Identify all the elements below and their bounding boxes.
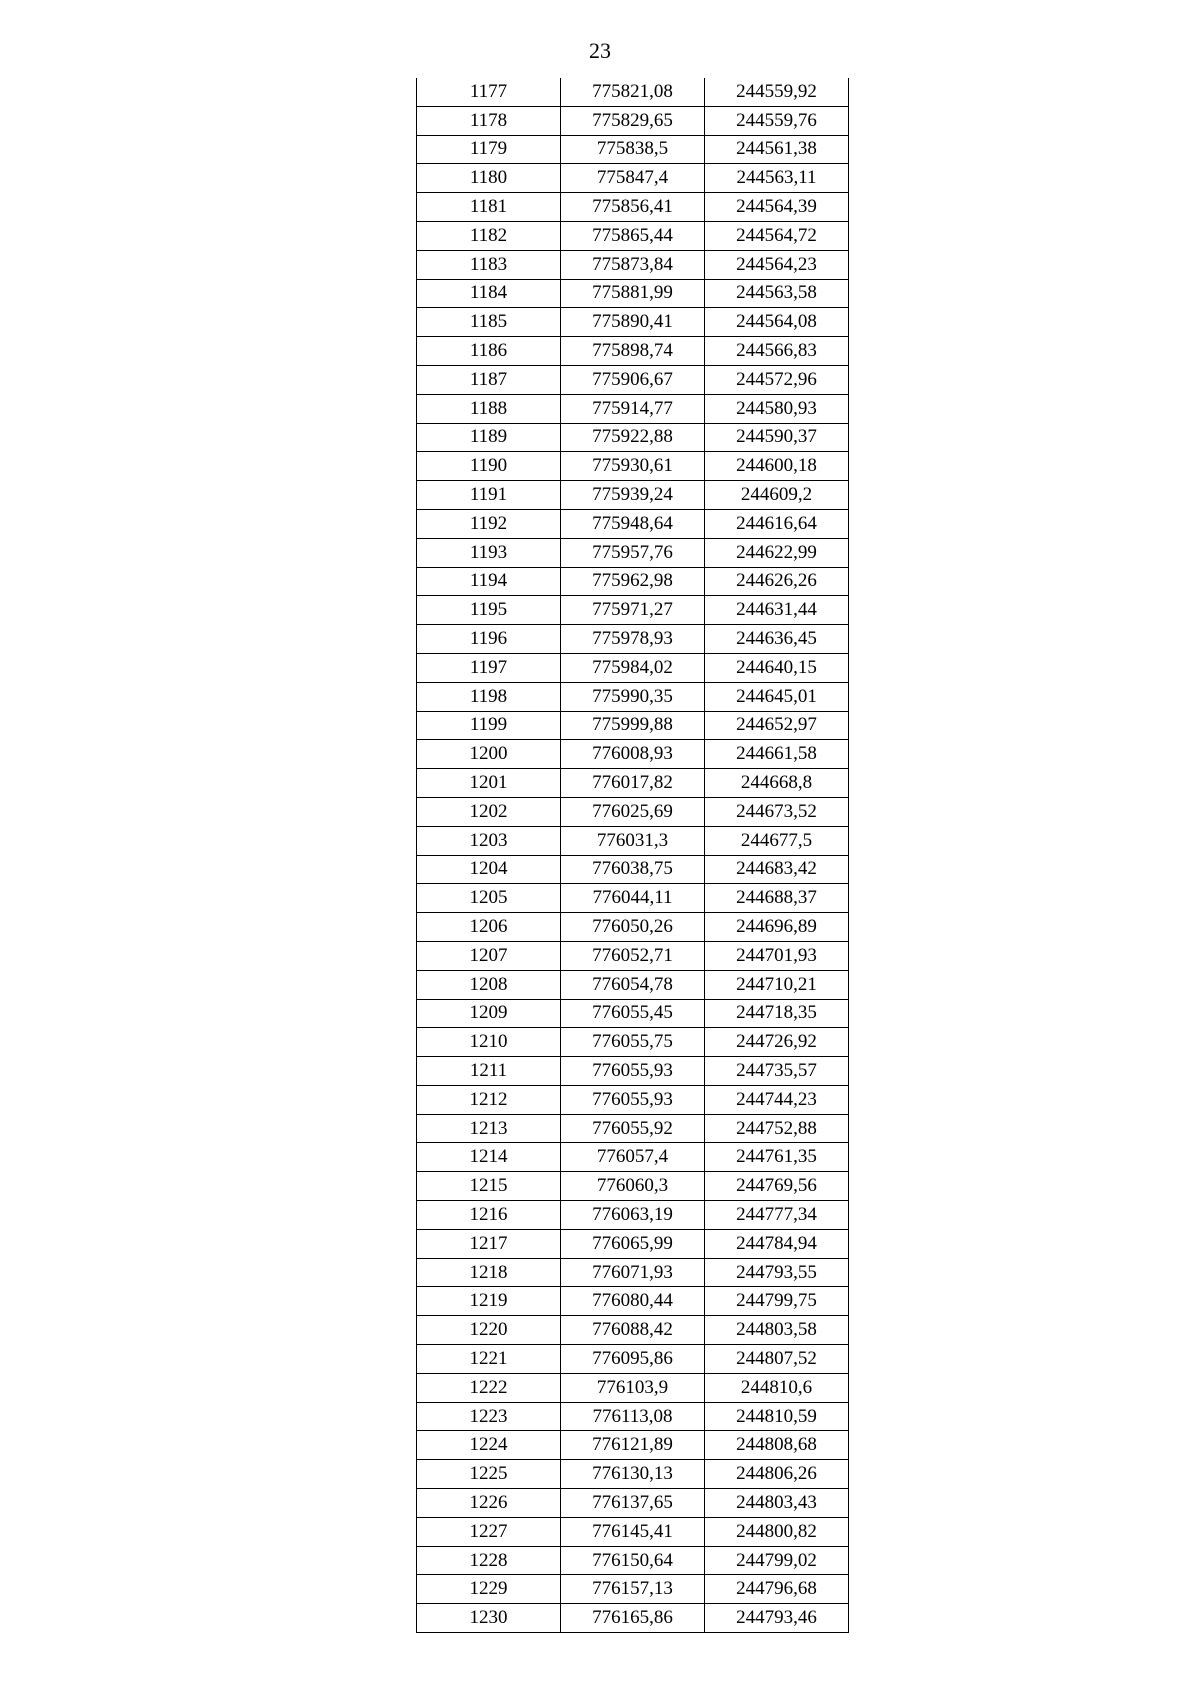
y-coordinate-cell: 244744,23 <box>705 1085 849 1114</box>
point-number-cell: 1189 <box>417 423 561 452</box>
y-coordinate-cell: 244673,52 <box>705 797 849 826</box>
coordinates-table <box>416 78 849 1633</box>
y-coordinate-cell: 244810,59 <box>705 1402 849 1431</box>
x-coordinate-cell: 775939,24 <box>561 481 705 510</box>
y-coordinate-cell: 244559,76 <box>705 106 849 135</box>
table-row <box>417 970 849 999</box>
point-number-cell: 1213 <box>417 1114 561 1143</box>
x-coordinate-cell: 775856,41 <box>561 193 705 222</box>
y-coordinate-cell: 244563,58 <box>705 279 849 308</box>
point-number-cell: 1184 <box>417 279 561 308</box>
y-coordinate-cell: 244683,42 <box>705 855 849 884</box>
point-number-cell: 1180 <box>417 164 561 193</box>
x-coordinate-cell: 776038,75 <box>561 855 705 884</box>
x-coordinate-cell: 775978,93 <box>561 625 705 654</box>
table-row <box>417 1258 849 1287</box>
table-row <box>417 653 849 682</box>
table-row <box>417 1287 849 1316</box>
x-coordinate-cell: 775922,88 <box>561 423 705 452</box>
page-number: 23 <box>589 38 611 63</box>
table-row <box>417 135 849 164</box>
y-coordinate-cell: 244803,58 <box>705 1316 849 1345</box>
point-number-cell: 1211 <box>417 1057 561 1086</box>
x-coordinate-cell: 775881,99 <box>561 279 705 308</box>
x-coordinate-cell: 776165,86 <box>561 1604 705 1633</box>
table-row <box>417 1114 849 1143</box>
x-coordinate-cell: 775930,61 <box>561 452 705 481</box>
table-row <box>417 1028 849 1057</box>
x-coordinate-cell: 775838,5 <box>561 135 705 164</box>
table-row <box>417 365 849 394</box>
table-row <box>417 1431 849 1460</box>
y-coordinate-cell: 244793,55 <box>705 1258 849 1287</box>
x-coordinate-cell: 776080,44 <box>561 1287 705 1316</box>
table-row <box>417 567 849 596</box>
point-number-cell: 1194 <box>417 567 561 596</box>
table-row <box>417 1316 849 1345</box>
y-coordinate-cell: 244726,92 <box>705 1028 849 1057</box>
x-coordinate-cell: 775906,67 <box>561 365 705 394</box>
point-number-cell: 1215 <box>417 1172 561 1201</box>
y-coordinate-cell: 244564,72 <box>705 221 849 250</box>
table-row <box>417 1345 849 1374</box>
x-coordinate-cell: 776121,89 <box>561 1431 705 1460</box>
point-number-cell: 1221 <box>417 1345 561 1374</box>
point-number-cell: 1179 <box>417 135 561 164</box>
x-coordinate-cell: 776008,93 <box>561 740 705 769</box>
table-row <box>417 1229 849 1258</box>
y-coordinate-cell: 244636,45 <box>705 625 849 654</box>
x-coordinate-cell: 775898,74 <box>561 337 705 366</box>
point-number-cell: 1227 <box>417 1517 561 1546</box>
point-number-cell: 1190 <box>417 452 561 481</box>
point-number-cell: 1196 <box>417 625 561 654</box>
x-coordinate-cell: 776050,26 <box>561 913 705 942</box>
point-number-cell: 1217 <box>417 1229 561 1258</box>
x-coordinate-cell: 776057,4 <box>561 1143 705 1172</box>
y-coordinate-cell: 244631,44 <box>705 596 849 625</box>
point-number-cell: 1205 <box>417 884 561 913</box>
x-coordinate-cell: 775821,08 <box>561 78 705 106</box>
table-row <box>417 999 849 1028</box>
x-coordinate-cell: 775829,65 <box>561 106 705 135</box>
table-row <box>417 797 849 826</box>
y-coordinate-cell: 244752,88 <box>705 1114 849 1143</box>
x-coordinate-cell: 775890,41 <box>561 308 705 337</box>
point-number-cell: 1182 <box>417 221 561 250</box>
y-coordinate-cell: 244710,21 <box>705 970 849 999</box>
y-coordinate-cell: 244563,11 <box>705 164 849 193</box>
point-number-cell: 1226 <box>417 1489 561 1518</box>
table-row <box>417 250 849 279</box>
x-coordinate-cell: 776137,65 <box>561 1489 705 1518</box>
table-row <box>417 279 849 308</box>
y-coordinate-cell: 244796,68 <box>705 1575 849 1604</box>
point-number-cell: 1224 <box>417 1431 561 1460</box>
x-coordinate-cell: 775962,98 <box>561 567 705 596</box>
table-row <box>417 1057 849 1086</box>
y-coordinate-cell: 244580,93 <box>705 394 849 423</box>
table-row <box>417 855 849 884</box>
x-coordinate-cell: 775865,44 <box>561 221 705 250</box>
point-number-cell: 1177 <box>417 78 561 106</box>
table-row <box>417 337 849 366</box>
point-number-cell: 1185 <box>417 308 561 337</box>
x-coordinate-cell: 776157,13 <box>561 1575 705 1604</box>
table-row <box>417 625 849 654</box>
table-row <box>417 1546 849 1575</box>
x-coordinate-cell: 775957,76 <box>561 538 705 567</box>
point-number-cell: 1198 <box>417 682 561 711</box>
x-coordinate-cell: 775999,88 <box>561 711 705 740</box>
table-row <box>417 193 849 222</box>
table-row <box>417 1172 849 1201</box>
point-number-cell: 1186 <box>417 337 561 366</box>
y-coordinate-cell: 244761,35 <box>705 1143 849 1172</box>
x-coordinate-cell: 776055,75 <box>561 1028 705 1057</box>
table-row <box>417 941 849 970</box>
point-number-cell: 1199 <box>417 711 561 740</box>
point-number-cell: 1212 <box>417 1085 561 1114</box>
y-coordinate-cell: 244616,64 <box>705 509 849 538</box>
table-row <box>417 1373 849 1402</box>
y-coordinate-cell: 244799,75 <box>705 1287 849 1316</box>
y-coordinate-cell: 244626,26 <box>705 567 849 596</box>
x-coordinate-cell: 776055,45 <box>561 999 705 1028</box>
y-coordinate-cell: 244806,26 <box>705 1460 849 1489</box>
point-number-cell: 1223 <box>417 1402 561 1431</box>
point-number-cell: 1203 <box>417 826 561 855</box>
point-number-cell: 1209 <box>417 999 561 1028</box>
table-row <box>417 769 849 798</box>
table-row <box>417 1517 849 1546</box>
point-number-cell: 1216 <box>417 1201 561 1230</box>
y-coordinate-cell: 244718,35 <box>705 999 849 1028</box>
point-number-cell: 1191 <box>417 481 561 510</box>
point-number-cell: 1204 <box>417 855 561 884</box>
point-number-cell: 1187 <box>417 365 561 394</box>
x-coordinate-cell: 776150,64 <box>561 1546 705 1575</box>
point-number-cell: 1193 <box>417 538 561 567</box>
y-coordinate-cell: 244668,8 <box>705 769 849 798</box>
table-row <box>417 78 849 106</box>
point-number-cell: 1192 <box>417 509 561 538</box>
point-number-cell: 1228 <box>417 1546 561 1575</box>
point-number-cell: 1222 <box>417 1373 561 1402</box>
table-row <box>417 394 849 423</box>
point-number-cell: 1181 <box>417 193 561 222</box>
table-row <box>417 308 849 337</box>
table-row <box>417 106 849 135</box>
table-row <box>417 1460 849 1489</box>
point-number-cell: 1178 <box>417 106 561 135</box>
point-number-cell: 1206 <box>417 913 561 942</box>
x-coordinate-cell: 775984,02 <box>561 653 705 682</box>
point-number-cell: 1210 <box>417 1028 561 1057</box>
point-number-cell: 1202 <box>417 797 561 826</box>
x-coordinate-cell: 776103,9 <box>561 1373 705 1402</box>
x-coordinate-cell: 775847,4 <box>561 164 705 193</box>
point-number-cell: 1225 <box>417 1460 561 1489</box>
point-number-cell: 1201 <box>417 769 561 798</box>
point-number-cell: 1197 <box>417 653 561 682</box>
x-coordinate-cell: 775971,27 <box>561 596 705 625</box>
y-coordinate-cell: 244566,83 <box>705 337 849 366</box>
y-coordinate-cell: 244807,52 <box>705 1345 849 1374</box>
point-number-cell: 1183 <box>417 250 561 279</box>
table-row <box>417 884 849 913</box>
y-coordinate-cell: 244810,6 <box>705 1373 849 1402</box>
point-number-cell: 1219 <box>417 1287 561 1316</box>
point-number-cell: 1218 <box>417 1258 561 1287</box>
table-row <box>417 1402 849 1431</box>
y-coordinate-cell: 244645,01 <box>705 682 849 711</box>
y-coordinate-cell: 244803,43 <box>705 1489 849 1518</box>
x-coordinate-cell: 776055,92 <box>561 1114 705 1143</box>
point-number-cell: 1208 <box>417 970 561 999</box>
x-coordinate-cell: 776095,86 <box>561 1345 705 1374</box>
table-row <box>417 164 849 193</box>
y-coordinate-cell: 244564,23 <box>705 250 849 279</box>
table-row <box>417 481 849 510</box>
point-number-cell: 1230 <box>417 1604 561 1633</box>
y-coordinate-cell: 244735,57 <box>705 1057 849 1086</box>
y-coordinate-cell: 244600,18 <box>705 452 849 481</box>
table-row <box>417 682 849 711</box>
table-row <box>417 711 849 740</box>
y-coordinate-cell: 244564,08 <box>705 308 849 337</box>
x-coordinate-cell: 775948,64 <box>561 509 705 538</box>
x-coordinate-cell: 776113,08 <box>561 1402 705 1431</box>
y-coordinate-cell: 244564,39 <box>705 193 849 222</box>
x-coordinate-cell: 776025,69 <box>561 797 705 826</box>
y-coordinate-cell: 244590,37 <box>705 423 849 452</box>
x-coordinate-cell: 776055,93 <box>561 1057 705 1086</box>
x-coordinate-cell: 776060,3 <box>561 1172 705 1201</box>
x-coordinate-cell: 776052,71 <box>561 941 705 970</box>
y-coordinate-cell: 244769,56 <box>705 1172 849 1201</box>
x-coordinate-cell: 776063,19 <box>561 1201 705 1230</box>
y-coordinate-cell: 244784,94 <box>705 1229 849 1258</box>
table-row <box>417 1575 849 1604</box>
x-coordinate-cell: 776130,13 <box>561 1460 705 1489</box>
y-coordinate-cell: 244799,02 <box>705 1546 849 1575</box>
y-coordinate-cell: 244696,89 <box>705 913 849 942</box>
table-row <box>417 538 849 567</box>
y-coordinate-cell: 244652,97 <box>705 711 849 740</box>
x-coordinate-cell: 776088,42 <box>561 1316 705 1345</box>
point-number-cell: 1229 <box>417 1575 561 1604</box>
y-coordinate-cell: 244677,5 <box>705 826 849 855</box>
y-coordinate-cell: 244688,37 <box>705 884 849 913</box>
point-number-cell: 1195 <box>417 596 561 625</box>
point-number-cell: 1220 <box>417 1316 561 1345</box>
y-coordinate-cell: 244640,15 <box>705 653 849 682</box>
x-coordinate-cell: 776065,99 <box>561 1229 705 1258</box>
x-coordinate-cell: 775873,84 <box>561 250 705 279</box>
table-row <box>417 423 849 452</box>
y-coordinate-cell: 244793,46 <box>705 1604 849 1633</box>
table-row <box>417 1489 849 1518</box>
x-coordinate-cell: 775914,77 <box>561 394 705 423</box>
table-row <box>417 452 849 481</box>
y-coordinate-cell: 244559,92 <box>705 78 849 106</box>
table-row <box>417 826 849 855</box>
y-coordinate-cell: 244808,68 <box>705 1431 849 1460</box>
x-coordinate-cell: 776054,78 <box>561 970 705 999</box>
table-row <box>417 596 849 625</box>
table-row <box>417 509 849 538</box>
point-number-cell: 1207 <box>417 941 561 970</box>
point-number-cell: 1214 <box>417 1143 561 1172</box>
table-row <box>417 1143 849 1172</box>
y-coordinate-cell: 244661,58 <box>705 740 849 769</box>
y-coordinate-cell: 244777,34 <box>705 1201 849 1230</box>
point-number-cell: 1188 <box>417 394 561 423</box>
x-coordinate-cell: 776044,11 <box>561 884 705 913</box>
table-body <box>417 78 849 1633</box>
x-coordinate-cell: 776071,93 <box>561 1258 705 1287</box>
table-row <box>417 913 849 942</box>
x-coordinate-cell: 776031,3 <box>561 826 705 855</box>
table-row <box>417 1604 849 1633</box>
y-coordinate-cell: 244609,2 <box>705 481 849 510</box>
x-coordinate-cell: 775990,35 <box>561 682 705 711</box>
y-coordinate-cell: 244572,96 <box>705 365 849 394</box>
table-row <box>417 221 849 250</box>
table-row <box>417 740 849 769</box>
x-coordinate-cell: 776017,82 <box>561 769 705 798</box>
x-coordinate-cell: 776055,93 <box>561 1085 705 1114</box>
table-row <box>417 1201 849 1230</box>
y-coordinate-cell: 244561,38 <box>705 135 849 164</box>
table-row <box>417 1085 849 1114</box>
point-number-cell: 1200 <box>417 740 561 769</box>
y-coordinate-cell: 244622,99 <box>705 538 849 567</box>
y-coordinate-cell: 244701,93 <box>705 941 849 970</box>
y-coordinate-cell: 244800,82 <box>705 1517 849 1546</box>
x-coordinate-cell: 776145,41 <box>561 1517 705 1546</box>
